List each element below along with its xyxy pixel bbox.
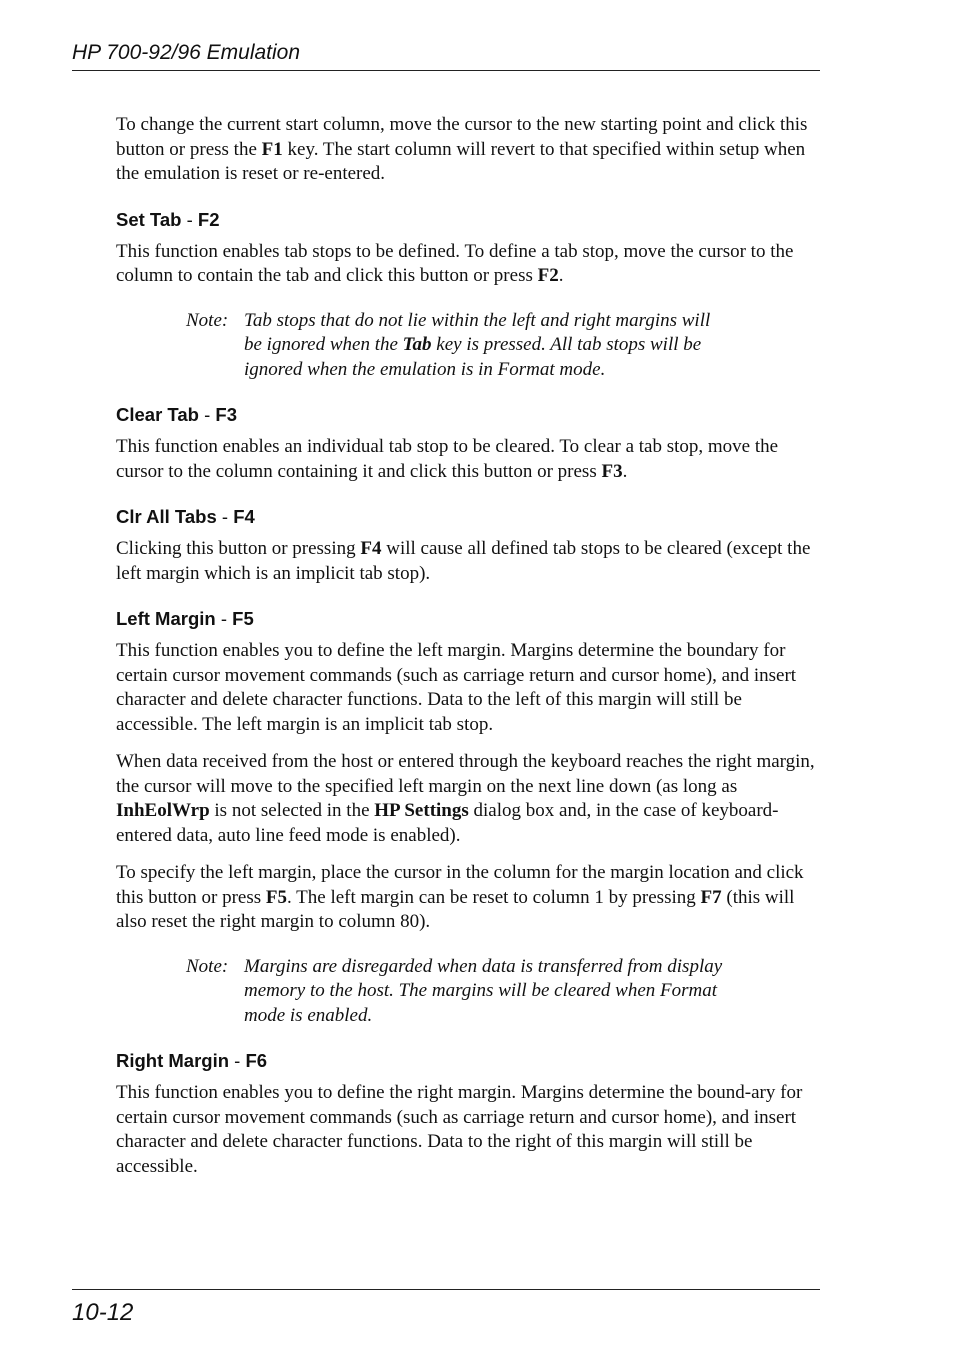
heading-set-tab: Set Tab - F2 [116, 208, 220, 230]
left-margin-note [186, 955, 726, 1029]
intro-paragraph: To change the current start column, move the cursor to the new starting point and click this button or press the F1 key. The start column will revert to that specified within setup when the emulation is reset or re-entered. [116, 114, 808, 184]
page-content [116, 113, 822, 1192]
left-margin-paragraph-2: When data received from the host or entered through the keyboard reaches the right margin, the cursor will move to the specified left margin on the next line down (as long as InhEolWrp is not selected in the HP Settings dialog box and, in the case of keyboard-entered data, auto line feed mode is enabled). [116, 751, 815, 846]
heading-clear-tab: Clear Tab - F3 [116, 404, 237, 425]
page-number: 10-12 [72, 1299, 134, 1326]
note-text: Tab stops that do not lie within the left and right margins will be ignored when the Tab key is pressed. All tab stops will be ignored when the emulation is in Format mode. [244, 309, 711, 380]
note-label: Note: [186, 955, 229, 977]
heading-right-margin: Right Margin - F6 [116, 1050, 268, 1071]
left-margin-paragraph-1: This function enables you to define the left margin. Margins determine the boundary for certain cursor movement commands (such as carriage return and cursor home), and insert character and delete character functions. Data to the left of this margin will still be accessible. The left margin is an implicit tab stop. [116, 640, 797, 735]
right-margin-paragraph: This function enables you to define the right margin. Margins determine the bound-ary for certain cursor movement commands (such as carriage return and cursor home), and insert character and delete character functions. Data to the right of this margin will still be accessible. [116, 1082, 803, 1177]
note-label: Note: [186, 309, 229, 331]
set-tab-paragraph: This function enables tab stops to be defined. To define a tab stop, move the cursor to the column to contain the tab and click this button or press F2. [116, 240, 794, 286]
page-footer [72, 1289, 820, 1328]
heading-left-margin: Left Margin - F5 [116, 608, 254, 629]
clear-tab-paragraph: This function enables an individual tab stop to be cleared. To clear a tab stop, move the cursor to the column containing it and click this button or press F3. [116, 436, 779, 482]
heading-clr-all-tabs: Clr All Tabs - F4 [116, 506, 255, 527]
clr-all-tabs-paragraph: Clicking this button or pressing F4 will cause all defined tab stops to be cleared (except the left margin which is an implicit tab stop). [116, 538, 811, 584]
set-tab-note [186, 309, 726, 383]
page-header [72, 38, 820, 71]
left-margin-paragraph-3: To specify the left margin, place the cursor in the column for the margin location and click this button or press F5. The left margin can be reset to column 1 by pressing F7 (this will also reset the right margin to column 80). [116, 862, 804, 932]
running-title: HP 700-92/96 Emulation [72, 41, 301, 64]
note-text: Margins are disregarded when data is transferred from display memory to the host. The margins will be cleared when Format mode is enabled. [244, 955, 723, 1026]
key-f1: F1 [261, 138, 283, 160]
